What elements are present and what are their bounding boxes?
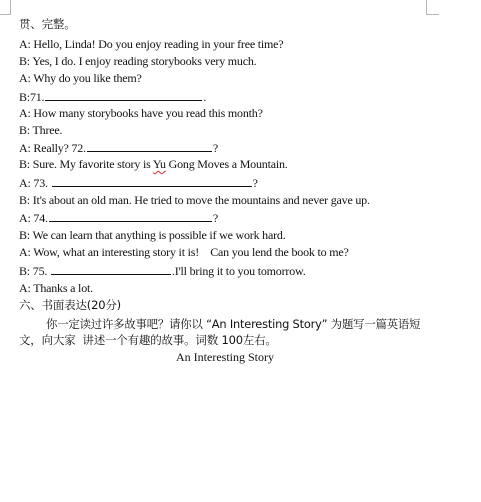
dialogue-line-14 bbox=[19, 263, 306, 278]
speaker-label: B: bbox=[19, 193, 30, 207]
dialogue-line-9 bbox=[19, 175, 258, 190]
answer-blank-71[interactable] bbox=[45, 89, 202, 101]
speaker-label: A: bbox=[19, 37, 31, 51]
dialogue-line-10 bbox=[19, 193, 370, 207]
dialogue-line-15 bbox=[19, 281, 93, 295]
dialogue-line-13 bbox=[19, 245, 349, 259]
dialogue-text: Really? 72. bbox=[33, 141, 86, 155]
speaker-label: A: bbox=[19, 71, 31, 85]
answer-blank-74[interactable] bbox=[49, 210, 212, 222]
speaker-label: B: bbox=[19, 228, 30, 242]
speaker-label: A: bbox=[19, 106, 31, 120]
dialogue-text: Yes, I do. I enjoy reading storybooks very much. bbox=[32, 54, 257, 68]
essay-title: An Interesting Story bbox=[176, 350, 274, 364]
speaker-label: B: bbox=[19, 157, 30, 171]
answer-blank-73[interactable] bbox=[52, 175, 252, 187]
dialogue-text: Wow, what an interesting story it is! Can you lend the book to me? bbox=[33, 245, 349, 259]
dialogue-line-8 bbox=[19, 157, 288, 171]
blank-punctuation: ? bbox=[212, 141, 219, 155]
question-number: 75. bbox=[32, 264, 48, 278]
dialogue-line-4 bbox=[19, 89, 206, 104]
spellcheck-flagged-word: Yu bbox=[152, 157, 166, 171]
speaker-label: A: bbox=[19, 211, 31, 225]
section-heading: 六、书面表达(20分) bbox=[19, 298, 121, 312]
dialogue-line-1 bbox=[19, 37, 283, 51]
writing-prompt-line-2: 文，向大家 讲述一个有趣的故事。词数 100左右。 bbox=[19, 333, 277, 347]
dialogue-line-6 bbox=[19, 123, 62, 137]
question-number: 74. bbox=[33, 211, 48, 225]
answer-blank-75[interactable] bbox=[51, 263, 171, 275]
writing-prompt-line-1: 你一定读过许多故事吧？请你以 “An Interesting Story” 为题写一篇英语短 bbox=[46, 317, 421, 331]
question-number: B:71. bbox=[19, 90, 45, 104]
dialogue-line-12 bbox=[19, 228, 286, 242]
dialogue-line-11 bbox=[19, 210, 218, 225]
dialogue-text: We can learn that anything is possible if we work hard. bbox=[32, 228, 286, 242]
speaker-label: A: bbox=[19, 245, 31, 259]
blank-punctuation: ? bbox=[252, 176, 258, 190]
dialogue-text: Sure. My favorite story is bbox=[32, 157, 153, 171]
dialogue-line-2 bbox=[19, 54, 256, 68]
dialogue-line-5 bbox=[19, 106, 263, 120]
blank-punctuation: ? bbox=[212, 211, 218, 225]
blank-punctuation: . bbox=[203, 90, 207, 104]
dialogue-text: How many storybooks have you read this month? bbox=[33, 106, 263, 120]
speaker-label: A: bbox=[19, 176, 31, 190]
page-corner-mark-left bbox=[0, 0, 11, 15]
speaker-label: B: bbox=[19, 54, 30, 68]
dialogue-text: Three. bbox=[32, 123, 63, 137]
dialogue-text: Gong Moves a Mountain. bbox=[165, 157, 288, 171]
page-corner-mark-right bbox=[426, 0, 439, 15]
dialogue-line-3 bbox=[19, 71, 142, 85]
answer-blank-72[interactable] bbox=[87, 140, 212, 152]
dialogue-text: Hello, Linda! Do you enjoy reading in your free time? bbox=[33, 37, 284, 51]
dialogue-text: It's about an old man. He tried to move the mountains and never gave up. bbox=[32, 193, 370, 207]
speaker-label: A: bbox=[19, 141, 31, 155]
dialogue-text: Thanks a lot. bbox=[33, 281, 93, 295]
speaker-label: B: bbox=[19, 264, 30, 278]
speaker-label: A: bbox=[19, 281, 31, 295]
question-number: 73. bbox=[33, 176, 48, 190]
dialogue-line-7 bbox=[19, 140, 218, 155]
dialogue-text: Why do you like them? bbox=[33, 71, 142, 85]
dialogue-text: .I'll bring it to you tomorrow. bbox=[171, 264, 306, 278]
speaker-label: B: bbox=[19, 123, 30, 137]
section-header-fragment: 贯、完整。 bbox=[19, 17, 76, 31]
